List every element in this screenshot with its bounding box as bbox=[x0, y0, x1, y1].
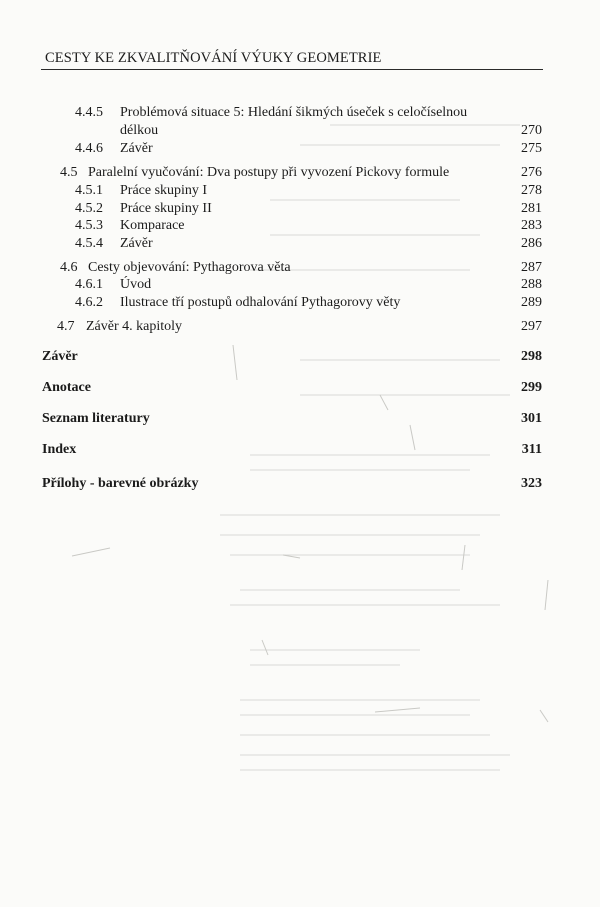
toc-page-number: 283 bbox=[521, 218, 542, 233]
toc-entry-title: Cesty objevování: Pythagorova věta bbox=[88, 260, 291, 275]
toc-page-number: 311 bbox=[521, 442, 542, 457]
toc-page-number: 275 bbox=[521, 141, 542, 156]
toc-page-number: 281 bbox=[521, 201, 542, 216]
header-rule bbox=[41, 69, 543, 70]
toc-entry-number: 4.4.6 bbox=[75, 141, 103, 156]
toc-entry-number: 4.5.2 bbox=[75, 201, 103, 216]
toc-entry-number: 4.5.1 bbox=[75, 183, 103, 198]
toc-entry-title: Závěr bbox=[42, 349, 78, 364]
toc-entry-number: 4.6 bbox=[60, 260, 78, 275]
toc-entry-number: 4.5.4 bbox=[75, 236, 103, 251]
toc-page-number: 286 bbox=[521, 236, 542, 251]
toc-entry-title: Problémová situace 5: Hledání šikmých úseček s celočíselnou bbox=[120, 105, 468, 120]
toc-page-number: 289 bbox=[521, 295, 542, 310]
toc-entry-number: 4.6.1 bbox=[75, 277, 103, 292]
toc-page-number: 287 bbox=[521, 260, 542, 275]
toc-entry-title: Paralelní vyučování: Dva postupy při vyvození Pickovy formule bbox=[88, 165, 450, 180]
toc-entry-title: Závěr bbox=[120, 236, 153, 251]
toc-entry-title: Seznam literatury bbox=[42, 411, 150, 426]
toc-page-number: 270 bbox=[521, 123, 542, 138]
toc-entry-number: 4.6.2 bbox=[75, 295, 103, 310]
toc-page-number: 298 bbox=[521, 349, 542, 364]
toc-entry-number: 4.5.3 bbox=[75, 218, 103, 233]
toc-entry-title: Ilustrace tří postupů odhalování Pythagorovy věty bbox=[120, 295, 401, 310]
toc-page-number: 278 bbox=[521, 183, 542, 198]
toc-entry-title: Anotace bbox=[42, 380, 91, 395]
toc-entry-number: 4.5 bbox=[60, 165, 78, 180]
toc-page-number: 297 bbox=[521, 319, 542, 334]
toc-entry-title: Úvod bbox=[120, 277, 152, 292]
toc-entry-title: Práce skupiny II bbox=[120, 201, 212, 216]
toc-entry-number: 4.7 bbox=[57, 319, 75, 334]
toc-entry-title: Práce skupiny I bbox=[120, 183, 208, 198]
toc-entry-title: délkou bbox=[120, 123, 159, 138]
toc-entry-number: 4.4.5 bbox=[75, 105, 103, 120]
running-header: CESTY KE ZKVALITŇOVÁNÍ VÝUKY GEOMETRIE bbox=[45, 50, 382, 66]
toc-page-number: 299 bbox=[521, 380, 542, 395]
toc-page-number: 323 bbox=[521, 476, 542, 491]
toc-page-number: 276 bbox=[521, 165, 542, 180]
toc-entry-title: Závěr 4. kapitoly bbox=[86, 319, 183, 334]
toc-entry-title: Komparace bbox=[120, 218, 185, 233]
toc-page-number: 301 bbox=[521, 411, 542, 426]
toc-entry-title: Index bbox=[42, 442, 77, 457]
toc-page-number: 288 bbox=[521, 277, 542, 292]
toc-entry-title: Závěr bbox=[120, 141, 153, 156]
toc-entry-title: Přílohy - barevné obrázky bbox=[42, 476, 199, 491]
